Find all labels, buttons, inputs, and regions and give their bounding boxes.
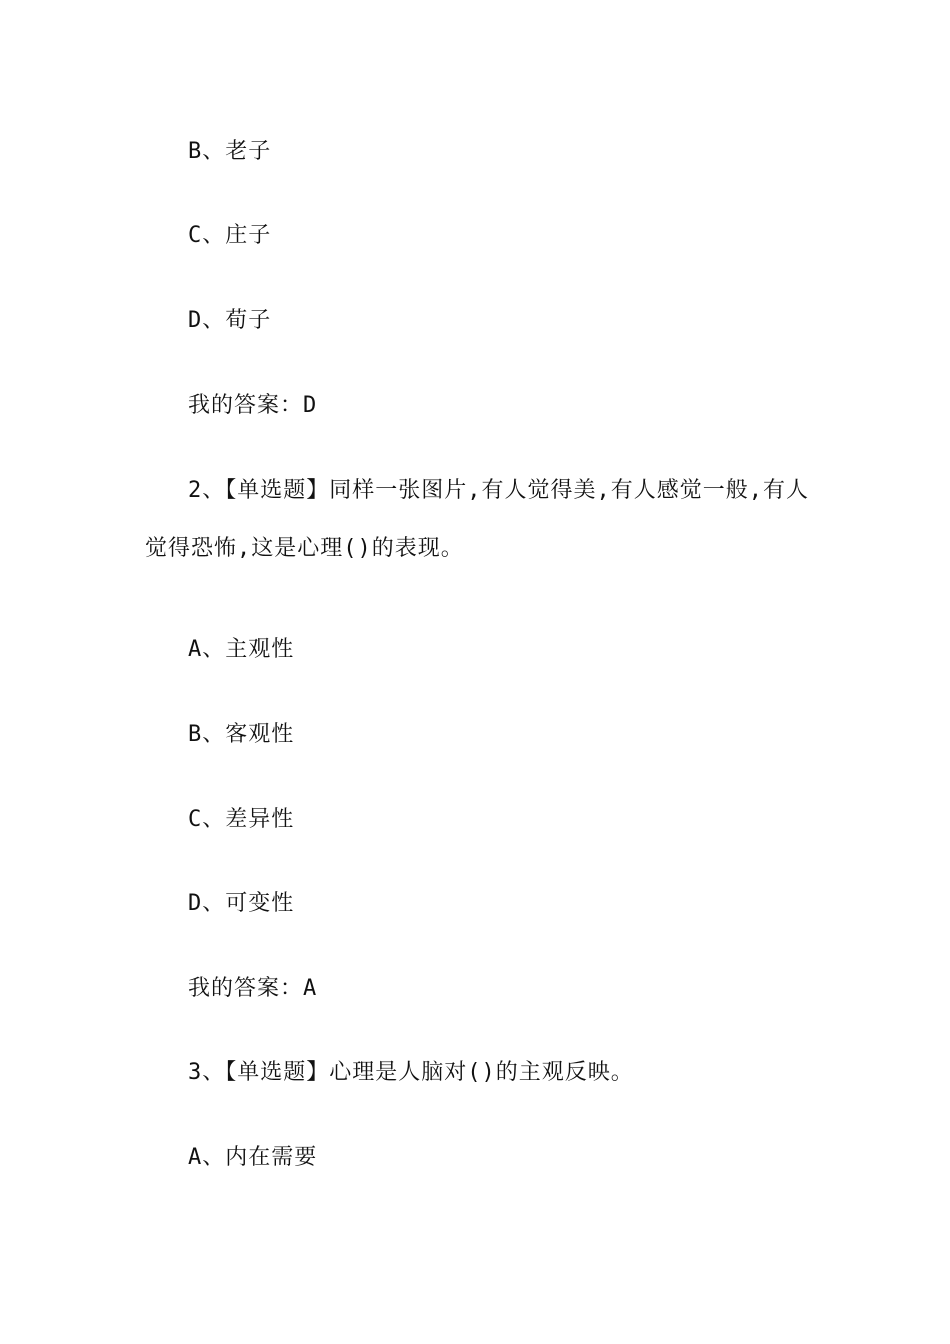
option-a: A、主观性 <box>188 637 295 662</box>
question-2-text: 2、【单选题】同样一张图片,有人觉得美,有人感觉一般,有人 <box>188 478 809 503</box>
question-3-text: 3、【单选题】心理是人脑对()的主观反映。 <box>188 1060 634 1085</box>
question-2-text-continued: 觉得恐怖,这是心理()的表现。 <box>145 536 464 561</box>
my-answer: 我的答案：D <box>188 393 318 418</box>
my-answer: 我的答案：A <box>188 976 318 1001</box>
option-d: D、荀子 <box>188 308 272 333</box>
option-b: B、老子 <box>188 139 272 164</box>
option-a: A、内在需要 <box>188 1145 318 1170</box>
option-c: C、庄子 <box>188 223 272 248</box>
option-d: D、可变性 <box>188 891 295 916</box>
option-c: C、差异性 <box>188 807 295 832</box>
option-b: B、客观性 <box>188 722 295 747</box>
